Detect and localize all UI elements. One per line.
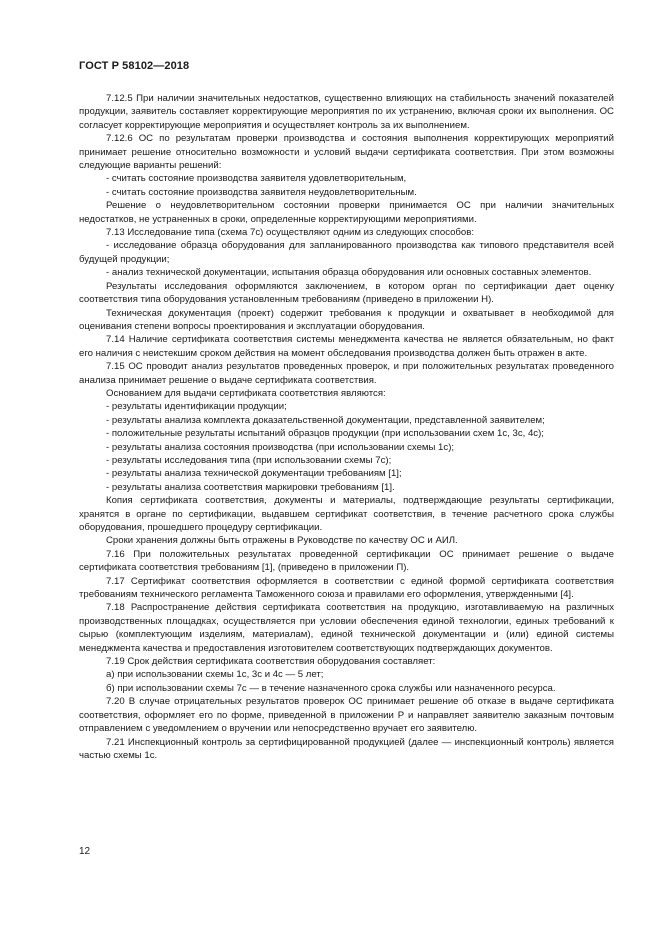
paragraph-7-15: 7.15 ОС проводит анализ результатов проведенных проверок, и при положительных результатах проведенного анализа принимает решение о выдаче сертификата соответствия. — [79, 361, 614, 386]
list-item: - положительные результаты испытаний образцов продукции (при использовании схем 1с, 3с, 4с); — [106, 428, 544, 440]
list-item: - анализ технической документации, испытания образца оборудования или основных составных элементов. — [106, 267, 592, 279]
paragraph-7-19: 7.19 Срок действия сертификата соответствия оборудования составляет: — [106, 656, 436, 668]
paragraph-7-13: 7.13 Исследование типа (схема 7с) осуществляют одним из следующих способов: — [106, 227, 475, 239]
list-item: а) при использовании схемы 1с, 3с и 4с — 5 лет; — [106, 669, 324, 681]
paragraph-7-14: 7.14 Наличие сертификата соответствия системы менеджмента качества не является обязательным, но факт его наличия с неистекшим сроком действия на момент обследования производства должен быть отражен в акте. — [79, 334, 614, 359]
paragraph-7-17: 7.17 Сертификат соответствия оформляется в соответствии с единой формой сертификата соответствия требованиям технического регламента Таможенного союза и правилами его оформления, утвержденными [4]. — [79, 575, 614, 601]
paragraph-7-16: 7.16 При положительных результатах проведенной сертификации ОС принимает решение о выдаче сертификата соответствия требованиям [1], (приведено в приложении П). — [79, 548, 614, 574]
paragraph: Копия сертификата соответствия, документы и материалы, подтверждающие результаты сертификации, хранятся в органе по сертификации, выдавшем сертификат соответствия, в течение расчетного срока службы оборудования, прошедшего процедуру сертификации. — [79, 495, 614, 533]
paragraph-7-12-5: 7.12.5 При наличии значительных недостатков, существенно влияющих на стабильность значений показателей продукции, заявитель составляет корректирующие мероприятия по их устранению, включая сроки их выполнения. ОС согласует корректирующие мероприятия и осуществляет контроль за их выполнением. — [79, 93, 614, 131]
paragraph: Сроки хранения должны быть отражены в Руководстве по качеству ОС и АИЛ. — [106, 535, 458, 547]
list-item: б) при использовании схемы 7с — в течение назначенного срока службы или назначенного ресурса. — [106, 682, 556, 694]
paragraph-7-21: 7.21 Инспекционный контроль за сертифицированной продукцией (далее — инспекционный контроль) является частью схемы 1с. — [79, 736, 614, 761]
list-item: - результаты анализа состояния производства (при использовании схемы 1с); — [106, 441, 455, 453]
paragraph: Результаты исследования оформляются заключением, в котором орган по сертификации дает оценку соответствия типа оборудования установленным требованиям (приведено в приложении Н). — [79, 280, 614, 306]
paragraph-7-18: 7.18 Распространение действия сертификата соответствия на продукцию, изготавливаемую на различных производственных площадках, осуществляется при условии обеспечения единой технологии, единых требований к сырью (комплектующим изделиям, материалам), единой технической документации и (или) единой системы менеджмента качества и предоставления изготовителем соответствующих подтверждающих документов. — [79, 602, 614, 654]
list-item: - результаты анализа комплекта доказательственной документации, представленной заявителем; — [106, 414, 545, 426]
list-item: - исследование образца оборудования для запланированного производства как типового представителя всей будущей продукции; — [79, 240, 614, 265]
list-item: - считать состояние производства заявителя неудовлетворительным. — [106, 186, 417, 198]
list-item: - результаты идентификации продукции; — [106, 401, 287, 413]
list-item: - результаты исследования типа (при использовании схемы 7с); — [106, 454, 392, 466]
document-body — [79, 92, 614, 762]
paragraph: Решение о неудовлетворительном состоянии проверки принимается ОС при наличии значительных недостатков, не устраненных в сроки, определенные корректирующими мероприятиями. — [79, 200, 614, 225]
paragraph: Техническая документация (проект) содержит требования к продукции и охватывает в необходимой для оценивания степени вопросы проектирования и эксплуатации оборудования. — [79, 307, 614, 332]
paragraph-7-20: 7.20 В случае отрицательных результатов проверок ОС принимает решение об отказе в выдаче сертификата соответствия, оформляет его по форме, приведенной в приложении Р и направляет заявителю заказным почтовым отправлением с уведомлением о вручении или непосредственно вручает его заявителю. — [79, 696, 614, 735]
list-item: - результаты анализа технической документации требованиям [1]; — [106, 468, 402, 480]
list-item: - считать состояние производства заявителя удовлетворительным, — [106, 173, 407, 185]
paragraph: Основанием для выдачи сертификата соответствия являются: — [106, 387, 386, 399]
list-item: - результаты анализа соответствия маркировки требованиям [1]. — [106, 481, 395, 493]
standard-designation: ГОСТ Р 58102—2018 — [79, 60, 190, 72]
page-number: 12 — [79, 846, 91, 857]
paragraph-7-12-6: 7.12.6 ОС по результатам проверки производства и состояния выполнения корректирующих мероприятий принимает решение относительно возможности и условий выдачи сертификата соответствия. При этом возможны следующие варианты решений: — [79, 133, 614, 172]
